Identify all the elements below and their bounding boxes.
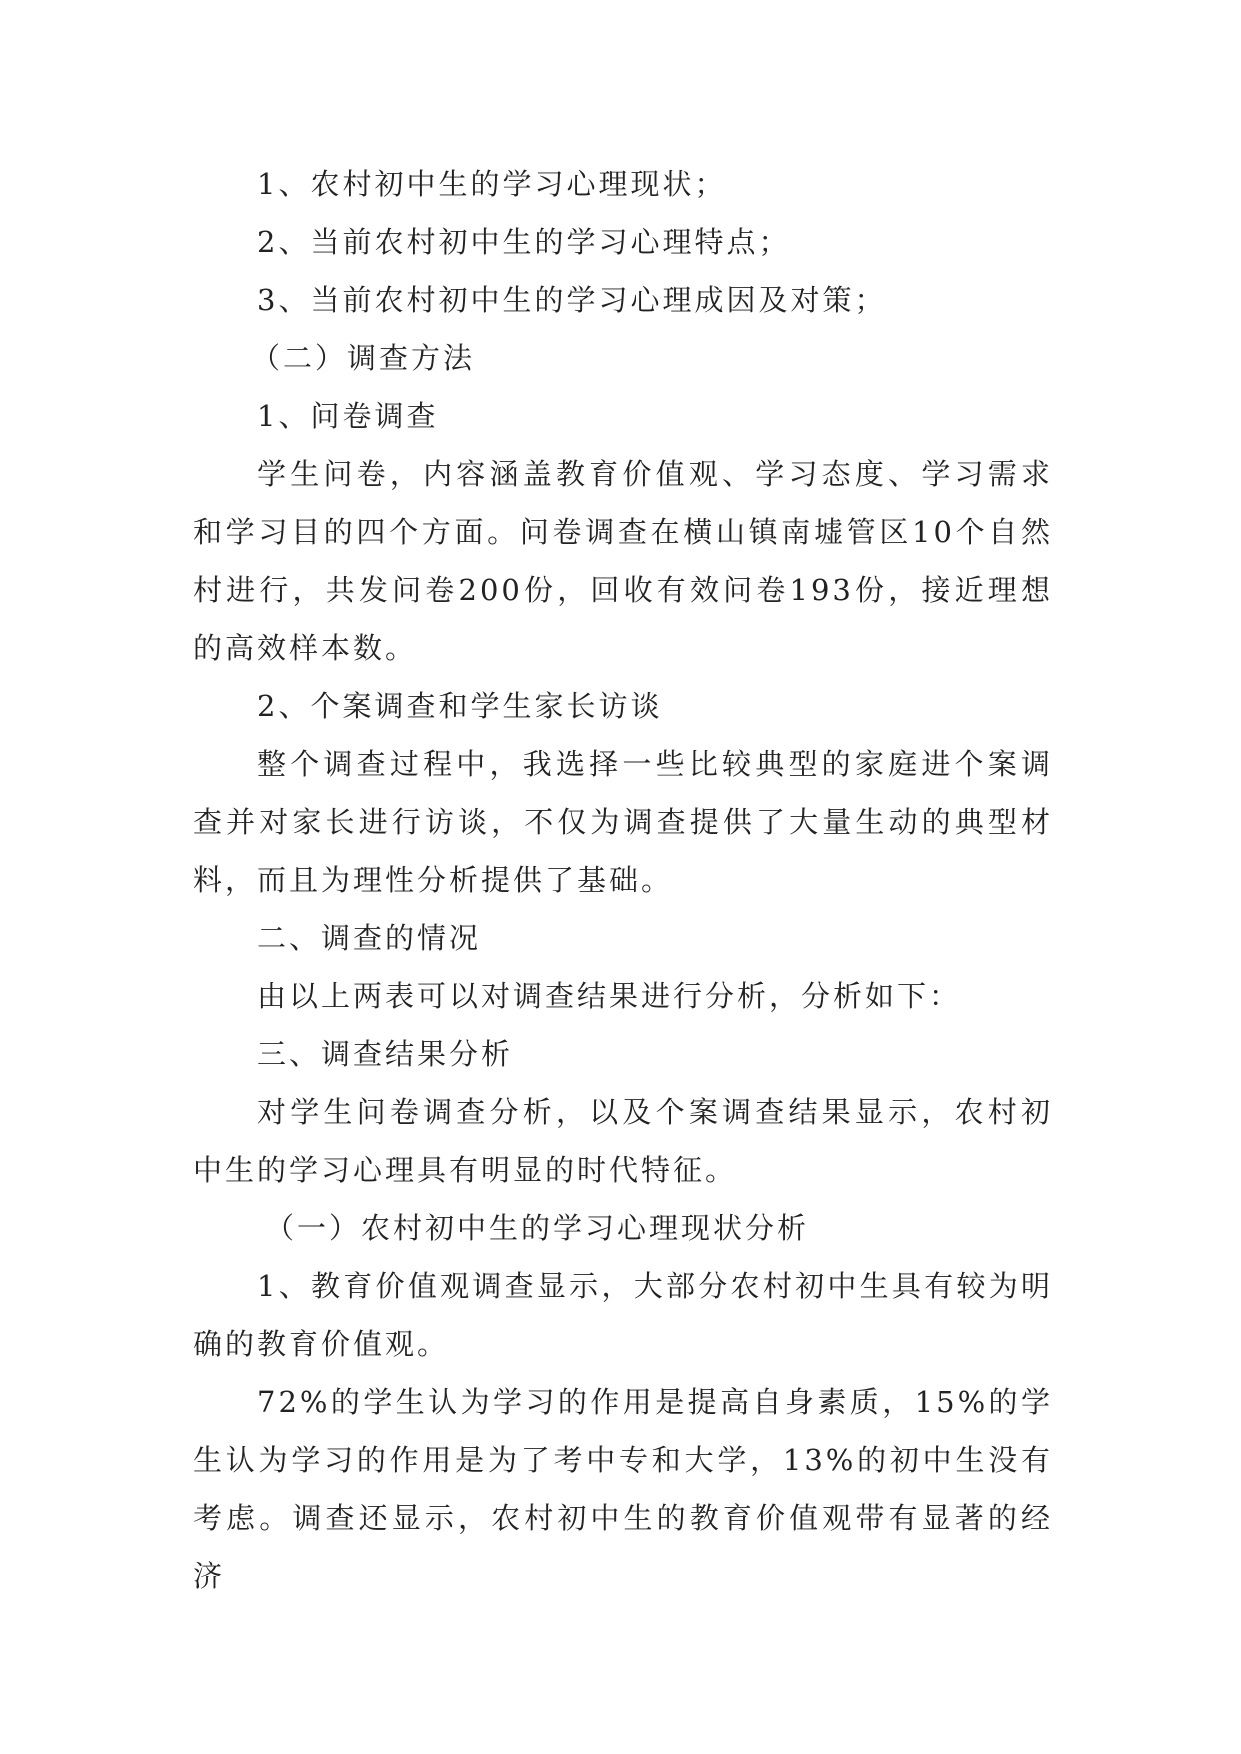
paragraph-results: 对学生问卷调查分析，以及个案调查结果显示，农村初中生的学习心理具有明显的时代特征。 — [193, 1095, 1053, 1187]
paragraph-education-values: 1、教育价值观调查显示，大部分农村初中生具有较为明确的教育价值观。 — [193, 1269, 1053, 1361]
section-heading-results: 三、调查结果分析 — [257, 1037, 514, 1071]
body-text — [193, 155, 1053, 1605]
list-item-characteristics: 2、当前农村初中生的学习心理特点； — [257, 225, 791, 259]
section-heading-situation: 二、调查的情况 — [257, 921, 482, 955]
section-heading-methods: （二）调查方法 — [251, 341, 476, 375]
paragraph-case-study: 整个调查过程中，我选择一些比较典型的家庭进个案调查并对家长进行访谈，不仅为调查提供了大量生动的典型材料，而且为理性分析提供了基础。 — [193, 747, 1053, 897]
paragraph-questionnaire: 学生问卷，内容涵盖教育价值观、学习态度、学习需求和学习目的四个方面。问卷调查在横山镇南墟管区10个自然村进行，共发问卷200份，回收有效问卷193份，接近理想的高效样本数。 — [193, 457, 1053, 665]
subheading-questionnaire: 1、问卷调查 — [257, 399, 439, 433]
subheading-case-study: 2、个案调查和学生家长访谈 — [257, 689, 663, 723]
paragraph-analysis-intro: 由以上两表可以对调查结果进行分析，分析如下： — [257, 979, 962, 1013]
list-item-causes: 3、当前农村初中生的学习心理成因及对策； — [257, 283, 887, 317]
subheading-status-analysis: （一）农村初中生的学习心理现状分析 — [265, 1211, 810, 1245]
paragraph-percentages: 72%的学生认为学习的作用是提高自身素质，15%的学生认为学习的作用是为了考中专和大学，13%的初中生没有考虑。调查还显示，农村初中生的教育价值观带有显著的经济 — [193, 1385, 1053, 1593]
list-item-status: 1、农村初中生的学习心理现状； — [257, 167, 727, 201]
